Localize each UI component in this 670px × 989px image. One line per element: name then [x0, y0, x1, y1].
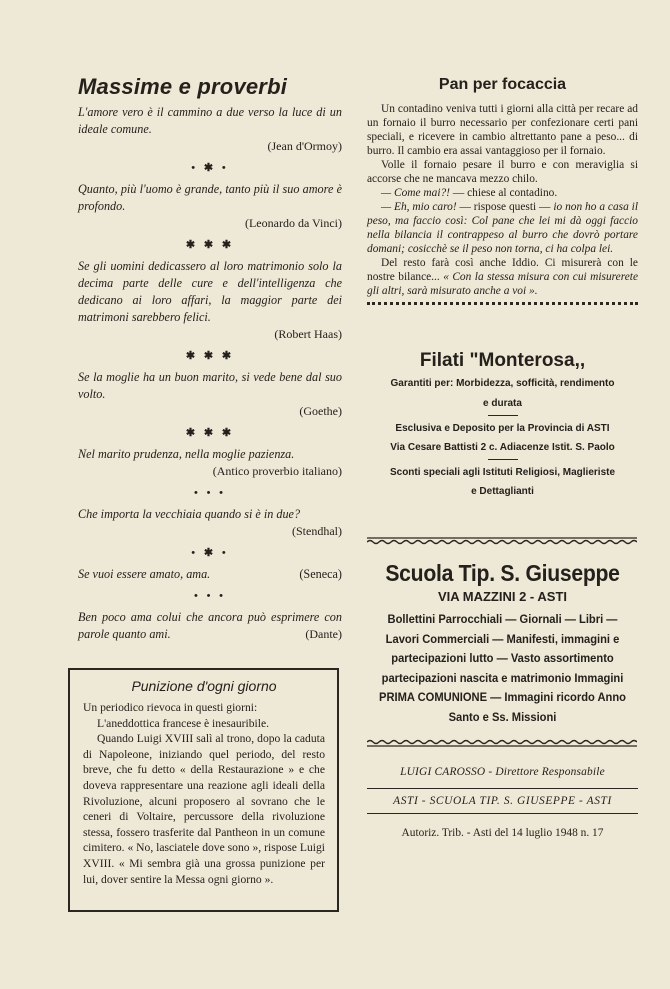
quote-7-row [78, 566, 342, 583]
filati-rule-2 [488, 459, 518, 460]
pan-narration-1: — chiese al contadino. [452, 187, 558, 199]
pan-paragraph-1: Un contadino veniva tutti i giorni alla città per recare ad un fornaio il burro necessario per confezionare certi pani speciali, e ricevere in cambio altrettanto pane a peso... di burro. Il cambio era assai vantaggioso per il fornaio. [367, 103, 638, 157]
quote-4: Se la moglie ha un buon marito, si vede bene dal suo volto. [78, 370, 342, 401]
scuola-services: Bollettini Parrocchiali — Giornali — Libri — Lavori Commerciali — Manifesti, immagini e partecipazioni lutto — Vasto assortimento partecipazioni nascita e matrimonio Immagini PRIMA COMUNIONE — Immagini ricordo Anno Santo e Ss. Missioni [379, 612, 626, 724]
pan-paragraph-5 [367, 256, 638, 298]
punizione-body [83, 700, 325, 887]
scuola-address: VIA MAZZINI 2 - ASTI [437, 589, 568, 604]
colophon-rule [367, 788, 638, 789]
pan-moral: Del resto farà così anche Iddio. Ci misurerà con le nostre bilance... [367, 257, 638, 283]
authorization-line: Autoriz. Trib. - Asti del 14 luglio 1948 n. 17 [401, 827, 604, 839]
pan-section [367, 76, 638, 305]
massime-title: Massime e proverbi [78, 74, 288, 99]
separator-6: • ✱ • [191, 547, 229, 559]
punizione-title: Punizione d'ogni giorno [131, 678, 277, 694]
director-line: LUIGI CAROSSO - Direttore Responsabile [400, 766, 605, 778]
separator-2: ✱ ✱ ✱ [185, 239, 235, 251]
quote-author-1: (Jean d'Ormoy) [267, 139, 342, 153]
filati-title: Filati "Monterosa,, [419, 350, 586, 371]
punizione-paragraph-1: Un periodico rievoca in questi giorni: [83, 701, 258, 714]
quote-author-5: (Antico proverbio italiano) [212, 464, 342, 478]
quote-2: Quanto, più l'uomo è grande, tanto più il suo amore è profondo. [78, 182, 342, 213]
filati-line-4: Via Cesare Battisti 2 c. Adiacenze Istit. S. Paolo [390, 442, 615, 453]
quote-author-7: (Seneca) [299, 567, 342, 581]
quote-6: Che importa la vecchiaia quando si è in due? [78, 507, 301, 521]
pan-scripture: « Con la stessa misura con cui misurerete gli altri, sarà misurato anche a voi ». [367, 271, 638, 297]
filati-line-5: Sconti speciali agli Istituti Religiosi, Maglieriste [389, 467, 616, 478]
quote-author-3: (Robert Haas) [274, 327, 342, 341]
colophon-rule-2 [367, 813, 638, 814]
quote-5: Nel marito prudenza, nella moglie pazienza. [78, 447, 295, 461]
filati-line-6: e Dettaglianti [471, 486, 534, 497]
pan-dialog-1: — Come mai?! [381, 187, 453, 199]
pan-narration-2: — rispose questi — [459, 201, 554, 213]
separator-1: • ✱ • [191, 162, 229, 174]
quote-7: Se vuoi essere amato, ama. [78, 567, 211, 581]
dotted-divider [367, 302, 638, 305]
filati-line-3: Esclusiva e Deposito per la Provincia di ASTI [395, 423, 610, 434]
massime-section [78, 74, 342, 645]
separator-3: ✱ ✱ ✱ [185, 350, 235, 362]
pan-dialog-2: — Eh, mio caro! [381, 201, 460, 213]
quote-3: Se gli uomini dedicassero al loro matrimonio solo la decima parte delle cure e dell'intelligenza che dedicano ai loro affari, la maggior parte dei matrimoni sarebbero felici. [78, 259, 342, 324]
filati-rule-1 [488, 415, 518, 416]
scuola-title: Scuola Tip. S. Giuseppe [385, 560, 620, 586]
pan-title: Pan per focaccia [438, 76, 567, 93]
wavy-rule-bottom [367, 738, 637, 748]
quote-author-8: (Dante) [305, 627, 342, 641]
wavy-rule-top [367, 536, 637, 546]
punizione-paragraph-2: L'aneddottica francese è inesauribile. [97, 716, 270, 730]
quote-author-2: (Leonardo da Vinci) [244, 216, 342, 230]
scuola-ad [365, 560, 640, 728]
filati-line-1: Garantiti per: Morbidezza, sofficità, rendimento [390, 378, 615, 389]
filati-ad [367, 350, 638, 499]
quote-8: Ben poco ama colui che ancora può esprimere con parole quanto ami. [78, 610, 342, 641]
separator-5: • • • [193, 487, 227, 499]
pan-paragraph-4 [367, 200, 638, 256]
pan-paragraph-2: Volle il fornaio pesare il burro e con meraviglia si accorse che ne mancava mezzo chilo. [367, 159, 638, 185]
pan-body [367, 102, 638, 298]
quote-1: L'amore vero è il cammino a due verso la luce di un ideale comune. [78, 105, 342, 136]
pan-dialog-3: io non ho a casa il peso, ma faccio così: Col pane che lei mi dà oggi faccio nella bilancia il contrappeso al burro che dovrò portare domani; cosicchè se il peso non torna, ci ha colpa lei. [367, 201, 638, 255]
pan-paragraph-3 [367, 186, 638, 200]
separator-7: • • • [193, 590, 227, 602]
punizione-paragraph-3: Quando Luigi XVIII salì al trono, dopo la caduta di Napoleone, iniziando quel periodo, del resto breve, che fu detto « della Restaurazione » e che doveva rappresentare una reazione agli ideali della Rivoluzione, alcuni proposero al sovrano che le ceneri di Voltaire, percussore della rivoluzione stessa, fossero trasferite dal Pantheon in un comune cimitero. « No, lasciatele dove sono », rispose Luigi XVIII. « Mi sembra già una grossa punizione per lui, dover sentire la Messa ogni giorno ». [83, 732, 325, 886]
printer-line: ASTI - SCUOLA TIP. S. GIUSEPPE - ASTI [393, 795, 612, 807]
quote-author-4: (Goethe) [299, 404, 342, 418]
quote-author-6: (Stendhal) [292, 524, 342, 538]
colophon [367, 766, 638, 839]
filati-line-2: e durata [483, 398, 522, 409]
separator-4: ✱ ✱ ✱ [185, 427, 235, 439]
punizione-box [68, 668, 339, 912]
